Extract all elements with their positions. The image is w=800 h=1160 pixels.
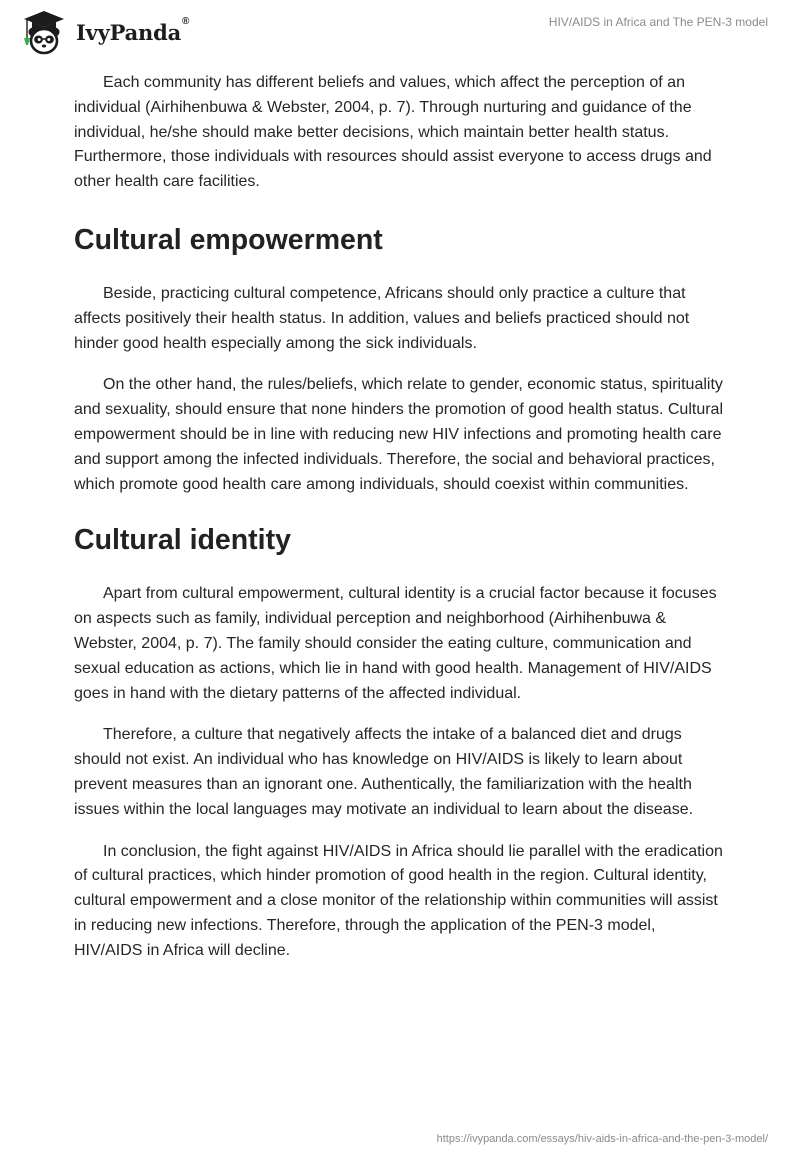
- paragraph: Apart from cultural empowerment, cultural identity is a crucial factor because it focuses on aspects such as family, individual perception and neighborhood (Airhihenbuwa & Webster, 2004, p. 7). The family should consider the eating culture, communication and sexual education as actions, which lie in hand with good health. Management of HIV/AIDS goes in hand with the dietary patterns of the affected individual.: [74, 585, 717, 702]
- section-cultural-identity: [74, 523, 726, 963]
- section-heading: Cultural empowerment: [74, 223, 383, 256]
- paragraph: On the other hand, the rules/beliefs, which relate to gender, economic status, spirituality and sexuality, should ensure that none hinders the promotion of good health status. Cultural empowerment should be in line with reducing new HIV infections and promoting health care and support among the infected individuals. Therefore, the social and behavioral practices, which promote good health care among individuals, should coexist within communities.: [74, 376, 724, 493]
- page-header: [0, 0, 800, 70]
- paragraph: Therefore, a culture that negatively affects the intake of a balanced diet and drugs should not exist. An individual who has knowledge on HIV/AIDS is likely to learn about prevent measures than an ignorant one. Authentically, the familiarization with the health issues within the local languages may motivate an individual to learn about the disease.: [74, 726, 694, 818]
- logo-wordmark: IvyPanda®: [76, 15, 190, 45]
- section-heading: Cultural identity: [74, 524, 291, 557]
- paragraph: Beside, practicing cultural competence, Africans should only practice a culture that affects positively their health status. In addition, values and beliefs practiced should not hinder good health especially among the sick individuals.: [74, 284, 690, 352]
- ivypanda-logo[interactable]: [16, 8, 189, 56]
- section-cultural-empowerment: [74, 223, 726, 497]
- essay-body: [74, 71, 726, 981]
- source-url[interactable]: https://ivypanda.com/essays/hiv-aids-in-africa-and-the-pen-3-model/: [436, 1133, 768, 1145]
- intro-paragraph: Each community has different beliefs and values, which affect the perception of an individual (Airhihenbuwa & Webster, 2004, p. 7). Through nurturing and guidance of the individual, he/she should make better decisions, which maintain better health status. Furthermore, those individuals with resources should assist everyone to access drugs and other health care facilities.: [74, 74, 712, 191]
- document-title: HIV/AIDS in Africa and The PEN-3 model: [548, 15, 768, 29]
- paragraph: In conclusion, the fight against HIV/AIDS in Africa should lie parallel with the eradication of cultural practices, which hinder promotion of good health in the region. Cultural identity, cultural empowerment and a close monitor of the relationship within communities will assist in reducing new infections. Therefore, through the application of the PEN-3 model, HIV/AIDS in Africa will decline.: [74, 842, 723, 959]
- panda-graduation-cap-icon: [16, 8, 72, 56]
